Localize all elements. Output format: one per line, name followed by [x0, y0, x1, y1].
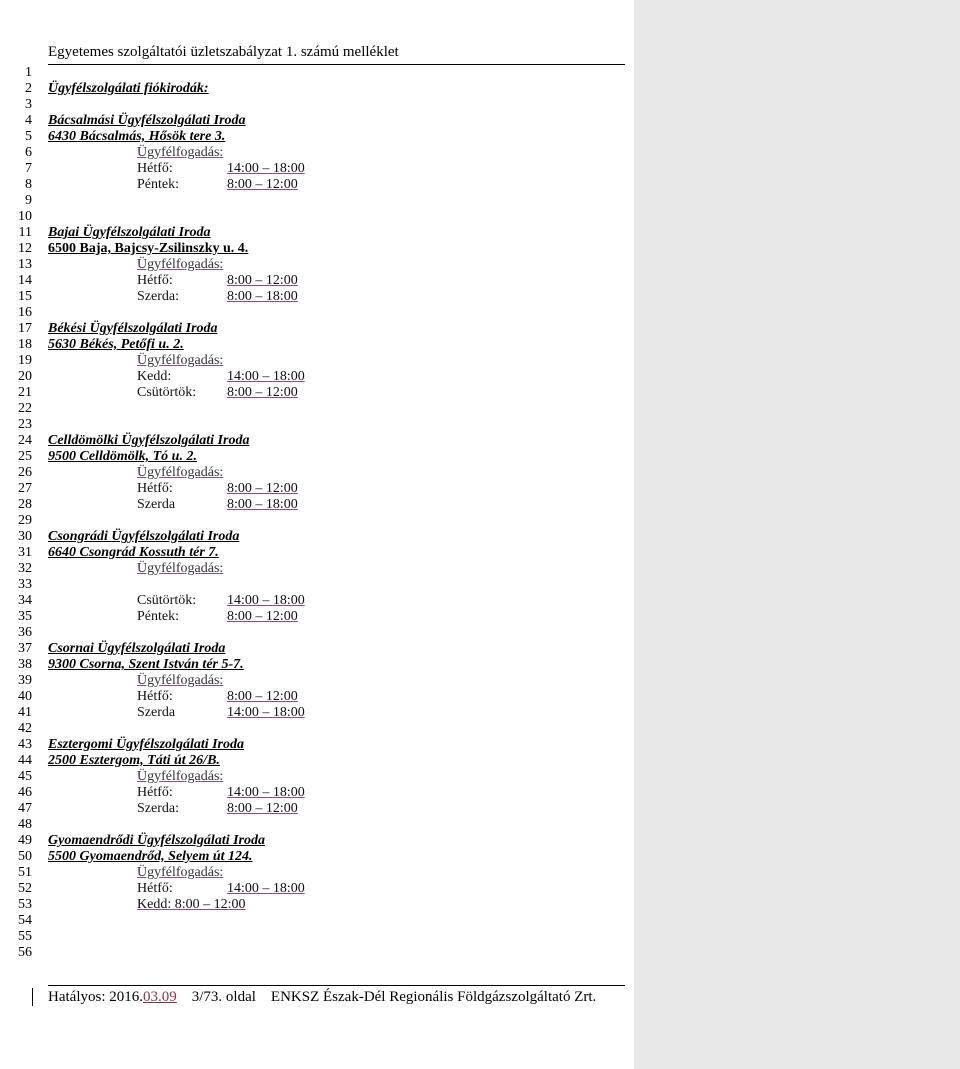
schedule-day: Szerda:	[137, 289, 179, 304]
footer-rule	[48, 985, 625, 986]
line-number: 10	[18, 209, 32, 224]
office-name: Bácsalmási Ügyfélszolgálati Iroda	[48, 113, 246, 128]
line-number: 29	[18, 513, 32, 528]
line-number: 50	[18, 849, 32, 864]
schedule-day: Csütörtök:	[137, 593, 197, 608]
line-number: 6	[25, 145, 32, 160]
office-name: Békési Ügyfélszolgálati Iroda	[48, 321, 218, 336]
schedule-time: 8:00 – 12:00	[227, 609, 298, 624]
office-name: Csornai Ügyfélszolgálati Iroda	[48, 641, 226, 656]
schedule-day: Szerda	[137, 705, 176, 720]
schedule-time: 8:00 – 18:00	[227, 497, 298, 512]
line-number: 34	[18, 593, 32, 608]
reception-label: Ügyfélfogadás:	[137, 257, 224, 272]
line-number: 49	[18, 833, 32, 848]
schedule-row	[137, 705, 305, 721]
line-number: 1	[25, 65, 32, 80]
office-address: 9300 Csorna, Szent István tér 5-7.	[48, 657, 244, 672]
line-number: 26	[18, 465, 32, 480]
schedule-time: 8:00 – 18:00	[227, 289, 298, 304]
reception-label: Ügyfélfogadás:	[137, 353, 224, 368]
company-name: ENKSZ Észak-Dél Regionális Földgázszolgáltató Zrt.	[270, 989, 597, 1005]
line-number: 35	[18, 609, 32, 624]
line-number: 23	[18, 417, 32, 432]
line-number: 51	[18, 865, 32, 880]
office-name: Esztergomi Ügyfélszolgálati Iroda	[48, 737, 245, 752]
schedule-time: 14:00 – 18:00	[227, 593, 305, 608]
schedule-time: 8:00 – 12:00	[227, 801, 298, 816]
comment-pane	[634, 0, 960, 1069]
office-address: 9500 Celldömölk, Tó u. 2.	[48, 449, 197, 464]
schedule-time: 8:00 – 12:00	[227, 385, 298, 400]
schedule-time: 14:00 – 18:00	[227, 705, 305, 720]
office-address: 2500 Esztergom, Táti út 26/B.	[48, 753, 220, 768]
line-number: 22	[18, 401, 32, 416]
line-number: 2	[25, 81, 32, 96]
schedule-row	[137, 785, 305, 801]
line-number: 19	[18, 353, 32, 368]
schedule-time: 14:00 – 18:00	[227, 369, 305, 384]
section-title: Ügyfélszolgálati fiókirodák:	[48, 81, 209, 96]
effective-date-change: 03.09	[143, 989, 177, 1005]
schedule-row	[137, 593, 305, 609]
effective-label: Hatályos: 2016.	[48, 989, 143, 1005]
page-header: Egyetemes szolgáltatói üzletszabályzat 1. számú melléklet	[48, 44, 399, 60]
schedule-day: Hétfő:	[137, 481, 173, 496]
office-address: 6640 Csongrád Kossuth tér 7.	[48, 545, 219, 560]
page-footer	[48, 989, 596, 1006]
line-number: 11	[18, 225, 32, 240]
schedule-row	[137, 385, 298, 401]
line-number: 32	[18, 561, 32, 576]
schedule-time: 14:00 – 18:00	[227, 161, 305, 176]
line-number: 54	[18, 913, 32, 928]
schedule-day: Hétfő:	[137, 273, 173, 288]
reception-label: Ügyfélfogadás:	[137, 561, 224, 576]
schedule-row	[137, 801, 298, 817]
line-number: 39	[18, 673, 32, 688]
line-number: 38	[18, 657, 32, 672]
line-number: 55	[18, 929, 32, 944]
office-address: 6500 Baja, Bajcsy-Zsilinszky u. 4.	[48, 241, 249, 256]
schedule-day: Szerda	[137, 497, 176, 512]
schedule-row	[137, 497, 298, 513]
line-number: 8	[25, 177, 32, 192]
office-address: 5630 Békés, Petőfi u. 2.	[48, 337, 184, 352]
line-number: 16	[18, 305, 32, 320]
line-number: 45	[18, 769, 32, 784]
page-number: 3/73. oldal	[191, 989, 256, 1005]
line-number: 3	[25, 97, 32, 112]
office-name: Celldömölki Ügyfélszolgálati Iroda	[48, 433, 250, 448]
line-number: 41	[18, 705, 32, 720]
reception-label: Ügyfélfogadás:	[137, 145, 224, 160]
line-number: 18	[18, 337, 32, 352]
line-number: 17	[18, 321, 32, 336]
line-number: 7	[25, 161, 32, 176]
line-number: 13	[18, 257, 32, 272]
line-number: 36	[18, 625, 32, 640]
line-number: 31	[18, 545, 32, 560]
line-number: 28	[18, 497, 32, 512]
schedule-row	[137, 369, 305, 385]
schedule-row	[137, 897, 246, 913]
line-number: 40	[18, 689, 32, 704]
schedule-time: 8:00 – 12:00	[227, 689, 298, 704]
line-number: 25	[18, 449, 32, 464]
schedule-row	[137, 289, 298, 305]
line-number: 15	[18, 289, 32, 304]
reception-label: Ügyfélfogadás:	[137, 865, 224, 880]
line-number: 56	[18, 945, 32, 960]
line-number: 5	[25, 129, 32, 144]
change-bar	[32, 988, 33, 1006]
line-number: 52	[18, 881, 32, 896]
header-rule	[48, 64, 625, 65]
schedule-time: 14:00 – 18:00	[227, 881, 305, 896]
schedule-row	[137, 481, 298, 497]
office-address: 6430 Bácsalmás, Hősök tere 3.	[48, 129, 226, 144]
line-number: 33	[18, 577, 32, 592]
schedule-day: Hétfő:	[137, 689, 173, 704]
schedule-row	[137, 177, 298, 193]
schedule-day: Szerda:	[137, 801, 179, 816]
schedule-row	[137, 881, 305, 897]
line-number: 46	[18, 785, 32, 800]
line-number: 48	[18, 817, 32, 832]
line-number: 30	[18, 529, 32, 544]
line-number: 14	[18, 273, 32, 288]
schedule-row	[137, 273, 298, 289]
line-number: 47	[18, 801, 32, 816]
line-number: 12	[18, 241, 32, 256]
schedule-day: Péntek:	[137, 177, 179, 192]
schedule-day: Péntek:	[137, 609, 179, 624]
line-number: 4	[25, 113, 32, 128]
schedule-time: 8:00 – 12:00	[227, 481, 298, 496]
line-number: 42	[18, 721, 32, 736]
schedule-row	[137, 609, 298, 625]
schedule-day: Hétfő:	[137, 161, 173, 176]
reception-label: Ügyfélfogadás:	[137, 465, 224, 480]
office-name: Bajai Ügyfélszolgálati Iroda	[48, 225, 211, 240]
line-number: 20	[18, 369, 32, 384]
line-number: 43	[18, 737, 32, 752]
office-name: Csongrádi Ügyfélszolgálati Iroda	[48, 529, 240, 544]
schedule-day: Hétfő:	[137, 785, 173, 800]
line-number: 24	[18, 433, 32, 448]
line-number: 9	[25, 193, 32, 208]
line-number: 44	[18, 753, 32, 768]
office-address: 5500 Gyomaendrőd, Selyem út 124.	[48, 849, 253, 864]
schedule-day: Csütörtök:	[137, 385, 197, 400]
line-number: 27	[18, 481, 32, 496]
schedule-day: Kedd:	[137, 369, 172, 384]
schedule-time: 8:00 – 12:00	[227, 177, 298, 192]
schedule-day: Kedd:	[137, 897, 172, 912]
reception-label: Ügyfélfogadás:	[137, 673, 224, 688]
schedule-time: 14:00 – 18:00	[227, 785, 305, 800]
line-number: 21	[18, 385, 32, 400]
office-name: Gyomaendrődi Ügyfélszolgálati Iroda	[48, 833, 265, 848]
line-number: 37	[18, 641, 32, 656]
line-number: 53	[18, 897, 32, 912]
schedule-day: Hétfő:	[137, 881, 173, 896]
reception-label: Ügyfélfogadás:	[137, 769, 224, 784]
schedule-time: 8:00 – 12:00	[227, 273, 298, 288]
schedule-row	[137, 161, 305, 177]
schedule-time: 8:00 – 12:00	[174, 897, 246, 912]
schedule-row	[137, 689, 298, 705]
